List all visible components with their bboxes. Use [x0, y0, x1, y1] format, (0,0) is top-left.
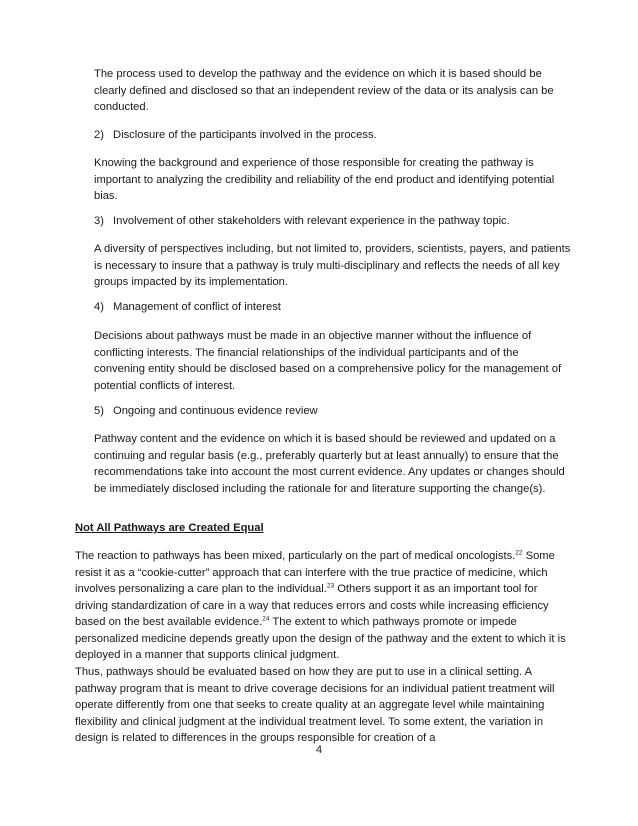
pathway-content-paragraph: Pathway content and the evidence on which it is based should be reviewed and updated on a continuing and regular basis (e.g., preferably quarterly but at least annually) to ensure that the recommendations take into account the most current evidence. Any updates or changes should be immediately disclosed including the rationale for and literature supporting the change(s).: [94, 433, 565, 495]
list-item-number: 2): [94, 129, 104, 141]
list-item-disclosure: [94, 127, 572, 144]
list-item-evidence-review: [94, 403, 572, 420]
list-item-text: Ongoing and continuous evidence review: [113, 405, 318, 417]
list-item-text: Involvement of other stakeholders with relevant experience in the pathway topic.: [113, 215, 510, 227]
background-paragraph: Knowing the background and experience of those responsible for creating the pathway is important to analyzing the credibility and reliability of the end product and identifying potential bias.: [94, 157, 555, 202]
list-item-number: 3): [94, 215, 104, 227]
list-item-conflict: [94, 299, 572, 316]
list-item-text: Management of conflict of interest: [113, 301, 281, 313]
evaluation-paragraph: Thus, pathways should be evaluated based on how they are put to use in a clinical setting. A pathway program that is meant to drive coverage decisions for an individual patient treatment will operate differently from one that seeks to create quality at an aggregate level while maintaining flexibility and clinical judgment at the individual treatment level. To some extent, the variation in design is related to differences in the groups responsible for creation of a: [75, 666, 555, 744]
decisions-paragraph: Decisions about pathways must be made in an objective manner without the influence of conflicting interests. The financial relationships of the individual participants and of the convening entity should be disclosed based on a comprehensive policy for the management of potential conflicts of interest.: [94, 330, 562, 392]
reaction-text-2: Some resist it as a “cookie-cutter” approach that can interfere with the true practice of medicine, which involves personalizing a care plan to the individual.: [75, 550, 555, 595]
reference-23: 23: [326, 582, 335, 590]
reaction-text-4: The extent to which pathways promote or impede personalized medicine depends greatly upon the design of the pathway and the extent to which it is deployed in a manner that supports clinical judgment.: [75, 616, 566, 661]
list-item-number: 4): [94, 301, 104, 313]
diversity-paragraph: A diversity of perspectives including, but not limited to, providers, scientists, payers, and patients is necessary to insure that a pathway is truly multi-disciplinary and reflects the needs of all key groups impacted by its implementation.: [94, 243, 571, 288]
section-heading: Not All Pathways are Created Equal: [75, 522, 264, 534]
list-item-number: 5): [94, 405, 104, 417]
page-number: 4: [315, 744, 323, 756]
reference-22: 22: [515, 549, 523, 557]
list-item-stakeholders: [94, 213, 572, 230]
list-item-text: Disclosure of the participants involved in the process.: [113, 129, 377, 141]
reaction-paragraph: [75, 548, 572, 664]
process-paragraph: The process used to develop the pathway and the evidence on which it is based should be clearly defined and disclosed so that an independent review of the data or its analysis can be conducted.: [94, 68, 554, 113]
reaction-text-3: Others support it as an important tool for driving standardization of care in a way that reduces errors and costs while increasing efficiency based on the best available evidence.: [75, 583, 549, 628]
reference-24: 24: [262, 615, 270, 623]
reaction-text-1: The reaction to pathways has been mixed, particularly on the part of medical oncologists.: [75, 550, 516, 562]
